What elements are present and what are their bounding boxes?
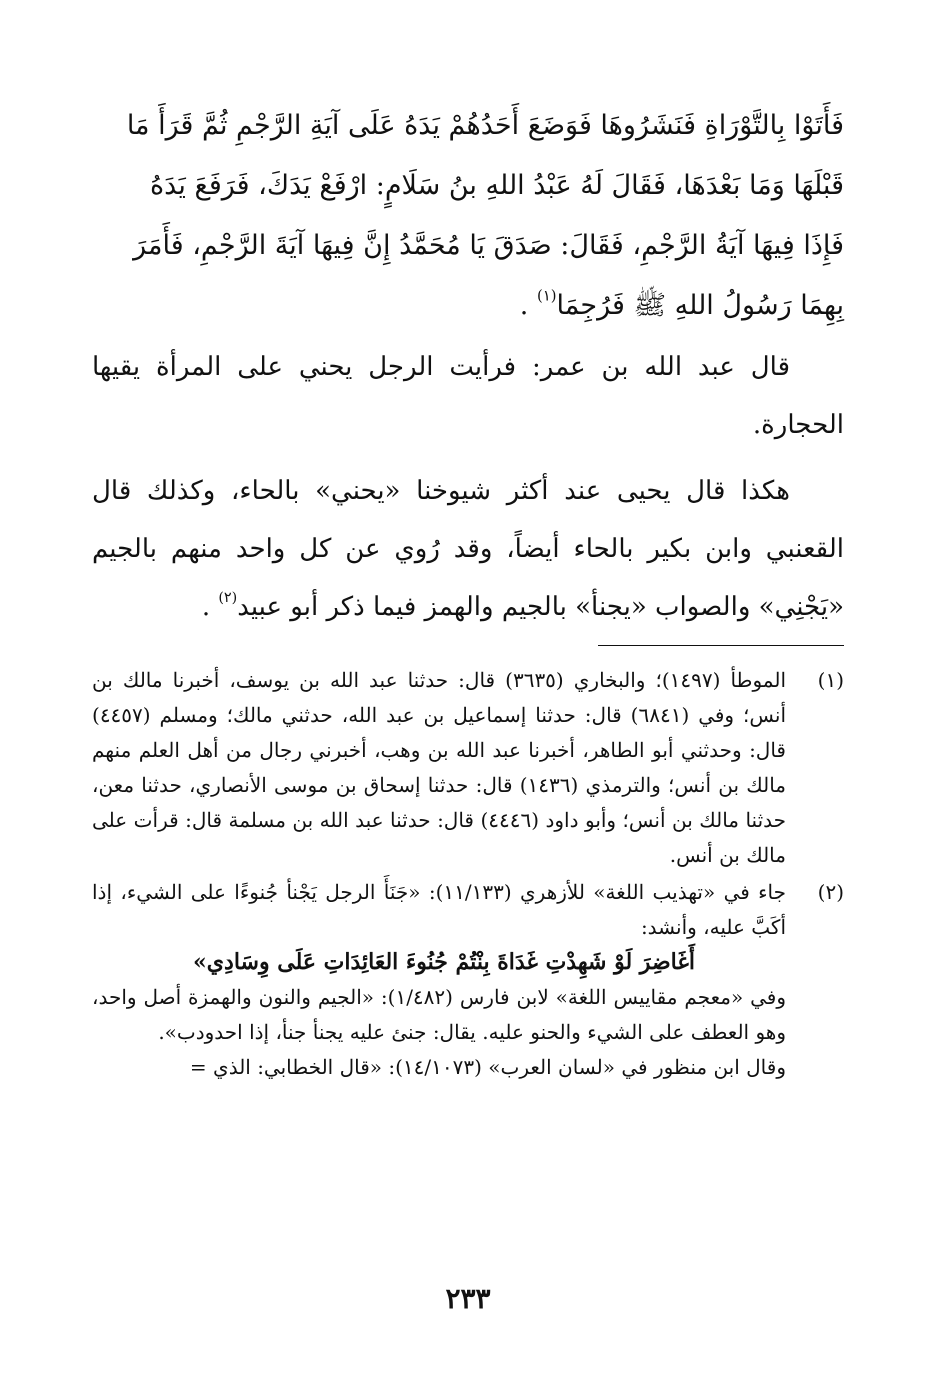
footnote-number: (١)	[817, 668, 844, 692]
footnote-2	[92, 875, 844, 1085]
hadith-line-4-text: بِهِمَا رَسُولُ اللهِ ﷺ فَرُجِمَا	[556, 290, 844, 321]
hadith-text	[92, 96, 844, 336]
footnote-ref-2: (٢)	[218, 590, 238, 607]
footnote-text: الموطأ (١٤٩٧)؛ والبخاري (٣٦٣٥) قال: حدثنا عبد الله بن يوسف، أخبرنا مالك بن أنس؛ وفي (٦٨٤١) قال: حدثنا إسماعيل بن عبد الله، حدثني مالك؛ ومسلم (٤٤٥٧) قال: وحدثني أبو الطاهر، أخبرنا عبد الله بن وهب، أخبرني رجال من أهل العلم منهم مالك بن أنس؛ والترمذي (١٤٣٦) قال: حدثنا إسحاق بن موسى الأنصاري، حدثنا معن، حدثنا مالك بن أنس؛ وأبو داود (٤٤٤٦) قال: حدثنا عبد الله بن مسلمة قال: قرأت على مالك بن أنس.	[92, 668, 787, 867]
page-number: ٢٣٣	[445, 1282, 491, 1315]
paragraph-ibn-umar-text: قال عبد الله بن عمر: فرأيت الرجل يحني على المرأة يقيها الحجارة.	[92, 352, 844, 440]
paragraph-commentary	[92, 462, 844, 636]
paragraph-end-mark: .	[201, 592, 211, 622]
footnotes	[92, 663, 844, 1087]
footnote-continuation-2: وقال ابن منظور في «لسان العرب» (١٤/١٠٧٣): «قال الخطابي: الذي =	[189, 1055, 786, 1079]
footnote-separator	[598, 645, 844, 646]
footnote-number: (٢)	[817, 880, 844, 904]
hadith-line-2: قَبْلَهَا وَمَا بَعْدَهَا، فَقَالَ لَهُ عَبْدُ اللهِ بنُ سَلَامٍ: ارْفَعْ يَدَكَ، فَرَفَعَ يَدَهُ	[150, 170, 844, 201]
footnote-1	[92, 663, 844, 873]
hadith-line-1: فَأَتَوْا بِالتَّوْرَاةِ فَنَشَرُوهَا فَوَضَعَ أَحَدُهُمْ يَدَهُ عَلَى آيَةِ الرَّجْمِ ثُمَّ قَرَأَ مَا	[126, 110, 844, 141]
hadith-line-3: فَإِذَا فِيهَا آيَةُ الرَّجْمِ، فَقَالَ: صَدَقَ يَا مُحَمَّدُ إِنَّ فِيهَا آيَةَ الرَّجْمِ، فَأَمَرَ	[133, 230, 844, 261]
paragraph-commentary-body: هكذا قال يحيى عند أكثر شيوخنا «يحني» بالحاء، وكذلك قال القعنبي وابن بكير بالحاء أيضاً، وقد رُوي عن كل واحد منهم بالجيم «يَجْنِي» والصواب «يجنأ» بالجيم والهمز فيما ذكر أبو عبيد	[92, 476, 844, 622]
poetry-verse: أَغَاضِرَ لَوْ شَهِدْتِ غَدَاةَ بِنْتُمْ جُنُوءَ العَائِدَاتِ عَلَى وِسَادِي»	[193, 949, 695, 975]
hadith-line-4	[92, 276, 844, 336]
hadith-end-mark: .	[519, 290, 529, 321]
paragraph-commentary-text	[92, 462, 844, 636]
paragraph-ibn-umar	[92, 338, 844, 454]
footnote-continuation: وفي «معجم مقاييس اللغة» لابن فارس (١/٤٨٢): «الجيم والنون والهمزة أصل واحد، وهو العطف على الشيء والحنو عليه. يقال: جنئ عليه يجنأ جنأ، إذا احدودب».	[92, 985, 787, 1044]
footnote-intro: جاء في «تهذيب اللغة» للأزهري (١١/١٣٣): «جَنَأَ الرجل يَجْنأ جُنوءًا على الشيء، إذا أكَبَّ عليه، وأنشد:	[92, 880, 786, 939]
footnote-ref-1: (١)	[536, 286, 557, 305]
